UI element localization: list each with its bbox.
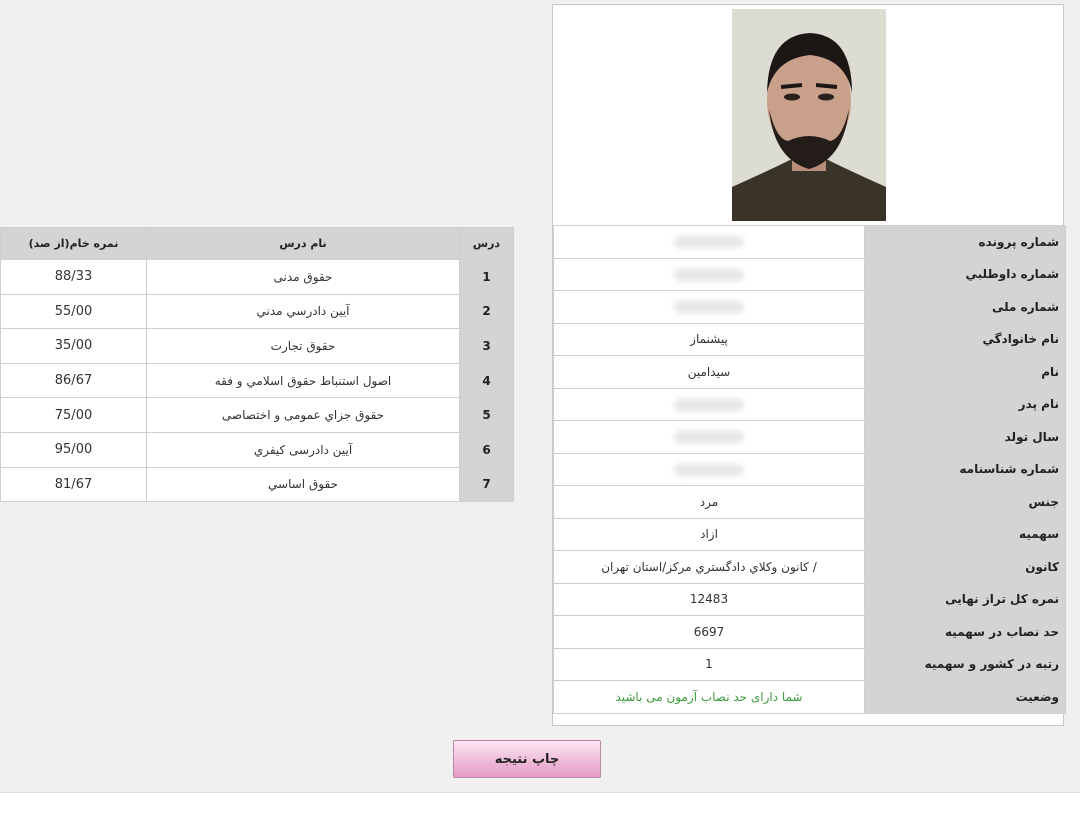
info-row <box>554 388 1066 421</box>
course-name: حقوق اساسي <box>147 467 460 502</box>
info-label: شماره ملی <box>865 291 1066 324</box>
info-label: شماره داوطلبي <box>865 258 1066 291</box>
table-row <box>1 467 514 502</box>
info-row <box>554 648 1066 681</box>
course-name: اصول استنباط حقوق اسلامي و فقه <box>147 363 460 398</box>
info-row <box>554 486 1066 519</box>
info-row <box>554 518 1066 551</box>
header-course-name: نام درس <box>147 228 460 260</box>
course-score: 55/00 <box>1 294 147 329</box>
course-score: 95/00 <box>1 432 147 467</box>
redacted-value <box>674 464 744 476</box>
info-value: ازاد <box>554 518 865 551</box>
info-row <box>554 421 1066 454</box>
info-label: نام پدر <box>865 388 1066 421</box>
page-footer-band <box>0 792 1080 816</box>
info-row <box>554 681 1066 714</box>
info-value <box>554 291 865 324</box>
header-score: نمره خام(از صد) <box>1 228 147 260</box>
info-row <box>554 583 1066 616</box>
redacted-value <box>674 301 744 313</box>
info-label: وضعيت <box>865 681 1066 714</box>
table-row <box>1 363 514 398</box>
grades-table <box>0 227 514 502</box>
grades-header-row <box>1 228 514 260</box>
info-row <box>554 616 1066 649</box>
course-score: 88/33 <box>1 260 147 295</box>
course-index: 6 <box>460 432 514 467</box>
course-index: 1 <box>460 260 514 295</box>
course-name: حقوق تجارت <box>147 329 460 364</box>
course-score: 86/67 <box>1 363 147 398</box>
course-index: 4 <box>460 363 514 398</box>
course-score: 35/00 <box>1 329 147 364</box>
info-value <box>554 421 865 454</box>
info-value: 6697 <box>554 616 865 649</box>
info-label: حد نصاب در سهميه <box>865 616 1066 649</box>
info-label: سال تولد <box>865 421 1066 454</box>
info-value <box>554 226 865 259</box>
info-value: 12483 <box>554 583 865 616</box>
status-value: شما دارای حد نصاب آزمون می باشيد <box>554 681 865 714</box>
print-result-button[interactable]: چاپ نتيجه <box>453 740 601 778</box>
redacted-value <box>674 236 744 248</box>
info-label: نام <box>865 356 1066 389</box>
table-row <box>1 329 514 364</box>
table-row <box>1 294 514 329</box>
table-row <box>1 398 514 433</box>
redacted-value <box>674 269 744 281</box>
info-label: جنس <box>865 486 1066 519</box>
info-row <box>554 258 1066 291</box>
table-row <box>1 432 514 467</box>
course-score: 75/00 <box>1 398 147 433</box>
info-value: مرد <box>554 486 865 519</box>
info-value <box>554 258 865 291</box>
info-label: شماره شناسنامه <box>865 453 1066 486</box>
info-label: كانون <box>865 551 1066 584</box>
photo-area <box>553 5 1063 225</box>
info-row <box>554 551 1066 584</box>
info-value: پيشنماز <box>554 323 865 356</box>
redacted-value <box>674 399 744 411</box>
candidate-photo <box>732 9 886 221</box>
course-name: حقوق مدنی <box>147 260 460 295</box>
candidate-info-panel <box>552 4 1064 726</box>
info-label: رتبه در کشور و سهميه <box>865 648 1066 681</box>
info-value <box>554 388 865 421</box>
course-score: 81/67 <box>1 467 147 502</box>
candidate-info-table <box>553 225 1066 714</box>
course-index: 5 <box>460 398 514 433</box>
info-value: 1 <box>554 648 865 681</box>
info-value: / كانون وكلاي دادگستري مركز/استان تهران <box>554 551 865 584</box>
info-label: شماره پرونده <box>865 226 1066 259</box>
course-name: حقوق جزاي عمومی و اختصاصی <box>147 398 460 433</box>
info-label: نمره كل تراز نهایی <box>865 583 1066 616</box>
info-value: سيدامين <box>554 356 865 389</box>
header-course-index: درس <box>460 228 514 260</box>
info-row <box>554 453 1066 486</box>
course-name: آيين دادرسي مدني <box>147 294 460 329</box>
course-index: 7 <box>460 467 514 502</box>
course-index: 3 <box>460 329 514 364</box>
info-label: سهميه <box>865 518 1066 551</box>
info-row <box>554 226 1066 259</box>
redacted-value <box>674 431 744 443</box>
info-label: نام خانوادگي <box>865 323 1066 356</box>
course-name: آيين دادرسی کيفري <box>147 432 460 467</box>
info-row <box>554 356 1066 389</box>
course-index: 2 <box>460 294 514 329</box>
table-row <box>1 260 514 295</box>
info-row <box>554 291 1066 324</box>
info-row <box>554 323 1066 356</box>
info-value <box>554 453 865 486</box>
